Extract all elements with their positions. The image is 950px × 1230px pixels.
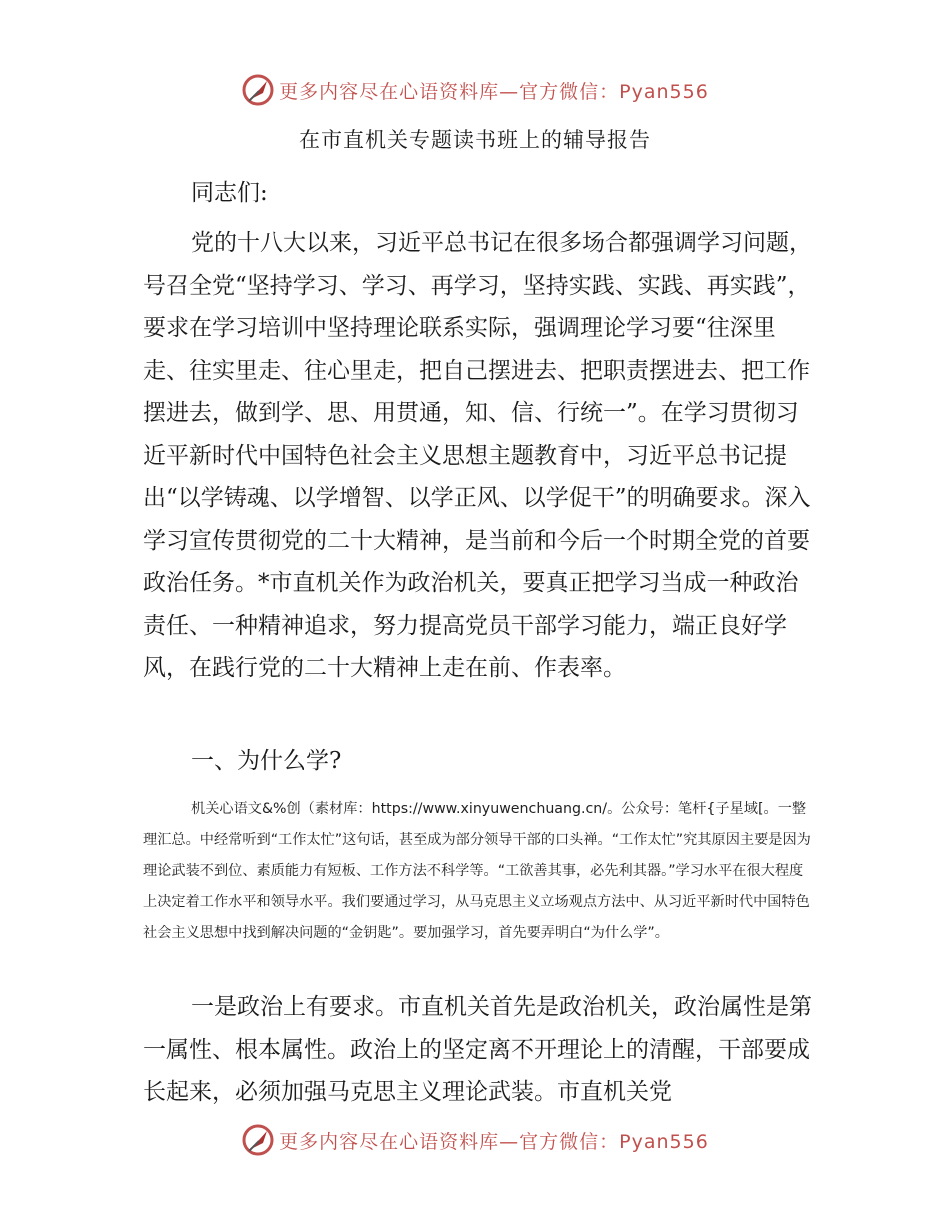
wechat-id: Pyan556 <box>619 1130 709 1153</box>
document-title: 在市直机关专题读书班上的辅导报告 <box>299 128 651 152</box>
wechat-id: Pyan556 <box>619 80 709 103</box>
header-banner <box>0 70 950 110</box>
section-heading-1: 一、为什么学? <box>191 748 342 774</box>
feather-logo-icon <box>241 73 275 107</box>
paragraph-1: 党的十八大以来，习近平总书记在很多场合都强调学习问题，号召全党“坚持学习、学习、再学习，坚持实践、实践、再实践”，要求在学习培训中坚持理论联系实际，强调理论学习要“往深里走、往实里走、往心里走，把自己摆进去、把职责摆进去、把工作摆进去，做到学、思、用贯通，知、信、行统一”。在学习贯彻习近平新时代中国特色社会主义思想主题教育中，习近平总书记提出“以学铸魂、以学增智、以学正风、以学促干”的明确要求。深入学习宣传贯彻党的二十大精神，是当前和今后一个时期全党的首要政治任务。*市直机关作为政治机关，要真正把学习当成一种政治责任、一种精神追求，努力提高党员干部学习能力，端正良好学风，在践行党的二十大精神上走在前、作表率。 <box>143 230 812 681</box>
feather-logo-icon <box>241 1123 275 1157</box>
banner-text: 更多内容尽在心语资料库—官方微信：Pyan556 <box>279 80 709 103</box>
paragraph-2: 一是政治上有要求。市直机关首先是政治机关，政治属性是第一属性、根本属性。政治上的坚定离不开理论上的清醒，干部要成长起来，必须加强马克思主义理论武装。市直机关党 <box>143 994 812 1105</box>
greeting: 同志们: <box>191 180 268 206</box>
banner-text: 更多内容尽在心语资料库—官方微信：Pyan556 <box>279 1130 709 1153</box>
footer-banner <box>0 1120 950 1160</box>
small-paragraph: 机关心语文&%创（素材库：https://www.xinyuwenchuang.cn/。公众号：笔杆{子星域[。一整理汇总。中经常听到“工作太忙”这句话，甚至成为部分领导干部的口头禅。“工作太忙”究其原因主要是因为理论武装不到位、素质能力有短板、工作方法不科学等。“工欲善其事，必先利其器。”学习水平在很大程度上决定着工作水平和领导水平。我们要通过学习，从马克思主义立场观点方法中、从习近平新时代中国特色社会主义思想中找到解决问题的“金钥匙”。要加强学习，首先要弄明白“为什么学”。 <box>143 801 811 941</box>
